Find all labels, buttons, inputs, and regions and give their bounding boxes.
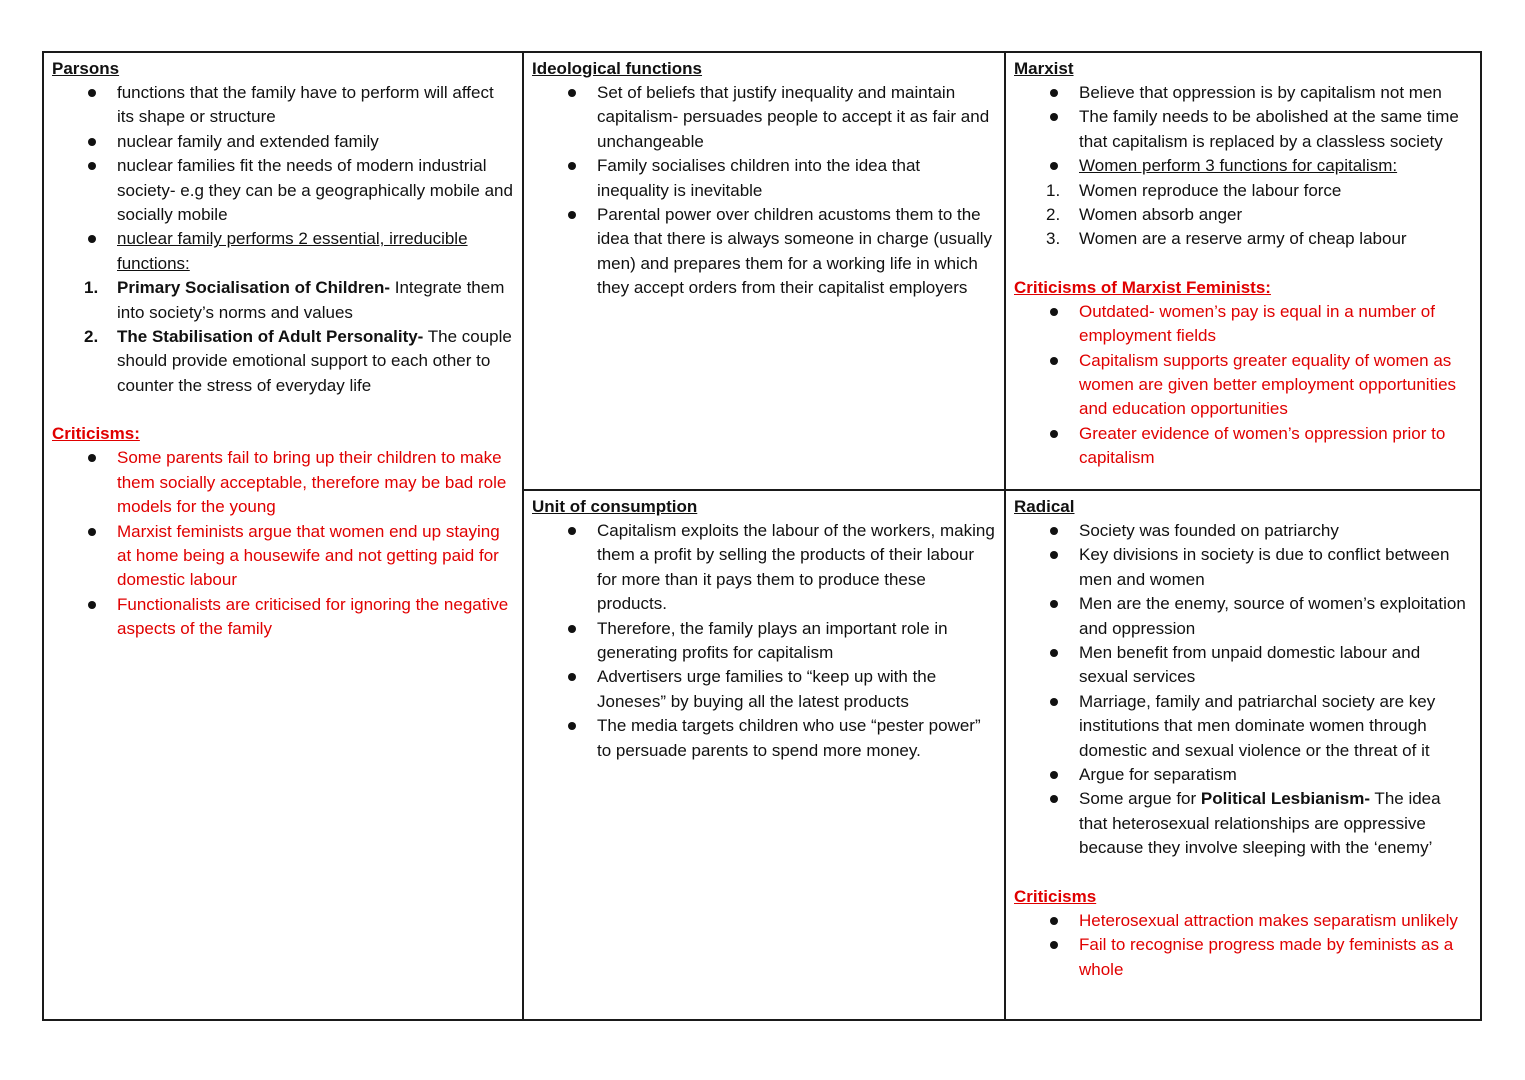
list-item xyxy=(532,519,996,617)
list-item xyxy=(532,617,996,666)
bullet-icon xyxy=(1050,308,1058,316)
ideological-cell xyxy=(524,53,1006,491)
notes-table xyxy=(42,51,1482,1021)
bullet-icon xyxy=(88,89,96,97)
item-text: Men are the enemy, source of women’s exploitation and oppression xyxy=(1079,594,1466,638)
item-text: The couple should provide emotional support to each other to counter the stress of everyday life xyxy=(117,327,512,395)
list-item xyxy=(532,81,996,154)
list-item xyxy=(1014,543,1472,592)
item-number: 3. xyxy=(1046,229,1061,249)
bullet-icon xyxy=(1050,795,1058,803)
list-item xyxy=(1014,592,1472,641)
list-item xyxy=(1014,519,1472,543)
ideological-heading: Ideological functions xyxy=(532,59,703,78)
radical-criticisms-heading: Criticisms xyxy=(1014,886,1097,906)
marxist-list xyxy=(1014,81,1472,252)
bullet-icon xyxy=(88,601,96,609)
bullet-icon xyxy=(1050,698,1058,706)
item-text: Heterosexual attraction makes separatism unlikely xyxy=(1079,910,1458,930)
item-text: Capitalism exploits the labour of the workers, making them a profit by selling the products of their labour for more than it pays them to produce these products. xyxy=(597,521,995,614)
item-text: Argue for separatism xyxy=(1079,765,1237,785)
bullet-icon xyxy=(88,138,96,146)
item-text: Family socialises children into the idea that inequality is inevitable xyxy=(597,156,921,200)
radical-heading: Radical xyxy=(1014,497,1075,516)
list-item xyxy=(52,154,514,227)
list-item xyxy=(532,665,996,714)
bullet-icon xyxy=(568,625,576,633)
item-number: 2. xyxy=(84,327,99,347)
list-item xyxy=(52,130,514,154)
consumption-heading: Unit of consumption xyxy=(532,497,698,516)
radical-criticisms-list xyxy=(1014,909,1472,982)
bullet-icon xyxy=(1050,113,1058,121)
item-text: Therefore, the family plays an important role in generating profits for capitalism xyxy=(597,618,948,663)
item-text: Functionalists are criticised for ignoring the negative aspects of the family xyxy=(117,594,509,639)
list-item xyxy=(52,81,514,130)
parsons-criticisms-list xyxy=(52,446,514,641)
parsons-cell xyxy=(44,53,524,1019)
bullet-icon xyxy=(568,211,576,219)
bullet-icon xyxy=(568,527,576,535)
item-text: Parental power over children acustoms them to the idea that there is always someone in charge (usually men) and prepares them for a working life in which they accept orders from their capitalist employers xyxy=(597,205,992,298)
list-item xyxy=(532,154,996,203)
bullet-icon xyxy=(1050,917,1058,925)
bullet-icon xyxy=(568,673,576,681)
item-bold-text: Primary Socialisation of Children- xyxy=(117,278,391,298)
item-text: nuclear family and extended family xyxy=(117,131,379,151)
item-text: Marriage, family and patriarchal society are key institutions that men dominate women through domestic and sexual violence or the threat of it xyxy=(1079,691,1436,760)
list-item xyxy=(1014,349,1472,422)
list-item xyxy=(1014,690,1472,763)
marxist-criticisms-heading: Criticisms of Marxist Feminists: xyxy=(1014,277,1271,297)
parsons-heading: Parsons xyxy=(52,59,120,78)
numbered-item xyxy=(1014,227,1472,251)
radical-cell xyxy=(1006,491,1480,1019)
bullet-icon xyxy=(88,454,96,462)
marxist-cell xyxy=(1006,53,1480,491)
parsons-criticisms-heading: Criticisms: xyxy=(52,424,140,444)
numbered-item xyxy=(52,276,514,325)
bullet-icon xyxy=(1050,771,1058,779)
list-item xyxy=(52,593,514,642)
item-text: Advertisers urge families to “keep up with the Joneses” by buying all the latest products xyxy=(597,667,937,711)
item-text: Society was founded on patriarchy xyxy=(1079,521,1339,540)
item-text: Men benefit from unpaid domestic labour and sexual services xyxy=(1079,643,1421,687)
marxist-criticisms-list xyxy=(1014,300,1472,471)
list-item xyxy=(1014,909,1472,933)
item-text: Key divisions in society is due to conflict between men and women xyxy=(1079,545,1450,589)
list-item xyxy=(1014,300,1472,349)
list-item xyxy=(1014,763,1472,787)
list-item xyxy=(1014,422,1472,471)
numbered-item xyxy=(52,325,514,398)
bullet-icon xyxy=(1050,527,1058,535)
item-text: Some parents fail to bring up their children to make them socially acceptable, therefore may be bad role models for the young xyxy=(117,448,507,517)
item-text: Women are a reserve army of cheap labour xyxy=(1079,229,1407,249)
list-item xyxy=(52,227,514,276)
list-item xyxy=(1014,105,1472,154)
radical-list xyxy=(1014,519,1472,861)
bullet-icon xyxy=(568,89,576,97)
item-text: Believe that oppression is by capitalism not men xyxy=(1079,83,1442,102)
item-number: 2. xyxy=(1046,205,1061,225)
item-text: functions that the family have to perform will affect its shape or structure xyxy=(117,83,494,127)
item-text: The idea that heterosexual relationships are oppressive because they involve sleeping with the ‘enemy’ xyxy=(1079,789,1441,858)
bullet-icon xyxy=(1050,600,1058,608)
bullet-icon xyxy=(1050,649,1058,657)
item-text: Some argue for xyxy=(1079,789,1201,809)
list-item xyxy=(1014,154,1472,178)
item-text: nuclear family performs 2 essential, irreducible functions: xyxy=(117,229,468,273)
bullet-icon xyxy=(1050,89,1058,97)
bullet-icon xyxy=(1050,941,1058,949)
list-item xyxy=(532,203,996,301)
numbered-item xyxy=(1014,203,1472,227)
item-text: Marxist feminists argue that women end up staying at home being a housewife and not getting paid for domestic labour xyxy=(117,521,500,590)
item-number: 1. xyxy=(1046,180,1061,200)
bullet-icon xyxy=(88,235,96,243)
item-text: Integrate them into society’s norms and values xyxy=(117,278,505,322)
item-text: Set of beliefs that justify inequality and maintain capitalism- persuades people to accept it as fair and unchangeable xyxy=(597,83,990,151)
ideological-list xyxy=(532,81,996,301)
list-item xyxy=(52,520,514,593)
item-text: The family needs to be abolished at the same time that capitalism is replaced by a classless society xyxy=(1079,107,1459,151)
item-text: Greater evidence of women’s oppression prior to capitalism xyxy=(1079,423,1446,468)
item-text: Capitalism supports greater equality of women as women are given better employment opportunities and education opportunities xyxy=(1079,350,1457,419)
item-bold-text: Political Lesbianism- xyxy=(1200,789,1371,809)
list-item xyxy=(532,714,996,763)
bullet-icon xyxy=(1050,357,1058,365)
bullet-icon xyxy=(88,528,96,536)
numbered-item xyxy=(1014,179,1472,203)
bullet-icon xyxy=(1050,430,1058,438)
item-text: Women absorb anger xyxy=(1079,205,1243,225)
item-text: Outdated- women’s pay is equal in a number of employment fields xyxy=(1079,301,1435,346)
list-item xyxy=(1014,933,1472,982)
consumption-cell xyxy=(524,491,1006,1019)
bullet-icon xyxy=(568,162,576,170)
consumption-list xyxy=(532,519,996,763)
parsons-list xyxy=(52,81,514,398)
item-bold-text: The Stabilisation of Adult Personality- xyxy=(117,327,424,347)
bullet-icon xyxy=(1050,551,1058,559)
bullet-icon xyxy=(88,162,96,170)
item-text: The media targets children who use “pester power” to persuade parents to spend more money. xyxy=(597,716,981,760)
list-item xyxy=(1014,787,1472,860)
list-item xyxy=(1014,81,1472,105)
item-number: 1. xyxy=(84,278,99,298)
marxist-heading: Marxist xyxy=(1014,59,1074,78)
list-item xyxy=(52,446,514,519)
item-text: Fail to recognise progress made by feminists as a whole xyxy=(1079,935,1454,979)
bullet-icon xyxy=(568,722,576,730)
item-text: nuclear families fit the needs of modern industrial society- e.g they can be a geographically mobile and socially mobile xyxy=(117,156,513,225)
item-text: Women reproduce the labour force xyxy=(1079,180,1342,200)
bullet-icon xyxy=(1050,162,1058,170)
list-item xyxy=(1014,641,1472,690)
item-text: Women perform 3 functions for capitalism: xyxy=(1079,156,1398,176)
